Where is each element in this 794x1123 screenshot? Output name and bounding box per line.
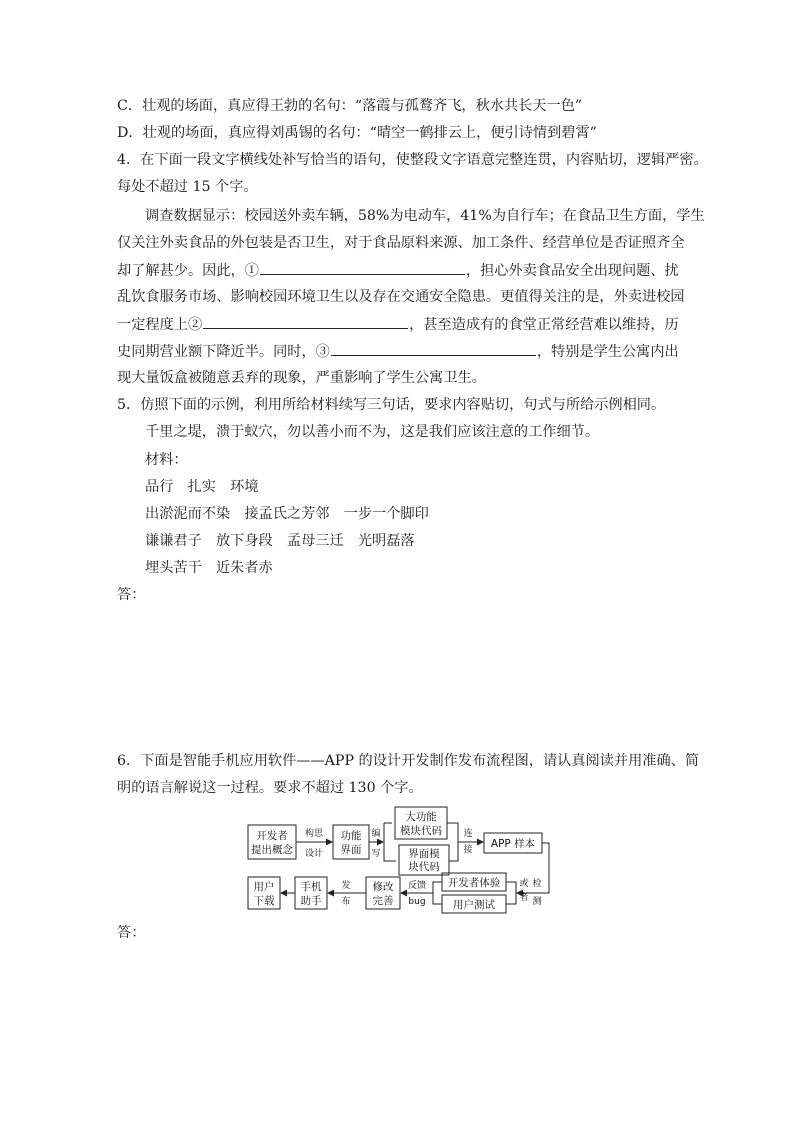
label-or: 者 <box>519 893 529 903</box>
label-conceive: 构思 <box>304 829 324 839</box>
label-connect: 接 <box>463 845 473 855</box>
box-developer-label: 提出概念 <box>251 844 293 856</box>
box-big-module-label: 模块代码 <box>400 825 442 837</box>
box-developer-label: 开发者 <box>256 830 288 842</box>
question-6-stem-cont: 明的语言解说这一过程。要求不超过 130 个字。 <box>117 780 423 796</box>
box-revise-label: 修改 <box>372 881 394 893</box>
line-option-c: C．壮观的场面，真应得王勃的名句：“落霞与孤鹜齐飞，秋水共长天一色” <box>117 98 583 114</box>
question-5-example: 千里之堤，溃于蚁穴，勿以善小而不为，这是我们应该注意的工作细节。 <box>145 424 600 440</box>
passage-text: 一定程度上② <box>117 317 203 333</box>
question-4-stem-cont: 每处不超过 15 个字。 <box>117 179 258 195</box>
answer-label-6: 答： <box>117 925 146 941</box>
connector-bracket-left <box>384 823 396 861</box>
passage-text: ，担心外卖食品安全出现问题、扰 <box>465 263 679 279</box>
passage-line-5 <box>117 314 679 335</box>
passage-text: 史同期营业额下降近半。同时，③ <box>117 344 330 360</box>
connector-bracket-test <box>506 882 516 904</box>
label-or: 或 <box>519 879 529 889</box>
material-label: 材料： <box>145 452 188 468</box>
line-option-d: D．壮观的场面，真应得刘禹锡的名句：“晴空一鹤排云上，便引诗情到碧霄” <box>117 125 597 141</box>
box-user-test-label: 用户测试 <box>453 899 495 911</box>
passage-line-3 <box>117 260 679 281</box>
box-function-label: 功能 <box>340 830 362 842</box>
label-detect: 测 <box>532 897 542 907</box>
label-publish: 布 <box>341 897 351 907</box>
passage-text: ，甚至造成有的食堂正常经营难以维持，历 <box>409 317 679 333</box>
question-6-stem: 6．下面是智能手机应用软件——APP 的设计开发制作发布流程图，请认真阅读并用准确、简 <box>117 753 700 769</box>
material-row-2: 出淤泥而不染 接孟氏之芳邻 一步一个脚印 <box>145 506 429 522</box>
passage-line-2: 仅关注外卖食品的外包装是否卫生，对于食品原料来源、加工条件、经营单位是否证照齐全 <box>117 235 685 251</box>
box-user-download-label: 下载 <box>253 895 275 907</box>
app-flowchart <box>244 805 554 915</box>
material-row-4: 埋头苦干 近朱者赤 <box>145 560 273 576</box>
blank-2[interactable] <box>203 314 408 329</box>
box-function-label: 界面 <box>340 844 362 856</box>
passage-line-4: 乱饮食服务市场、影响校园环境卫生以及存在交通安全隐患。更值得关注的是，外卖进校园 <box>117 289 685 305</box>
label-feedback: 反馈 <box>407 881 427 891</box>
question-4-stem: 4．在下面一段文字横线处补写恰当的语句，使整段文字语意完整连贯，内容贴切，逻辑严密。 <box>117 152 708 168</box>
question-5-stem: 5．仿照下面的示例，利用所给材料续写三句话，要求内容贴切，句式与所给示例相同。 <box>117 397 666 413</box>
passage-text: ，特别是学生公寓内出 <box>536 344 679 360</box>
label-feedback: bug <box>408 897 426 907</box>
label-code: 写 <box>371 849 381 859</box>
blank-3[interactable] <box>331 341 536 356</box>
box-user-download-label: 用户 <box>253 881 275 893</box>
connector-bracket-test-left <box>433 882 442 904</box>
box-phone-assist-label: 助手 <box>300 895 322 907</box>
label-publish: 发 <box>341 881 351 891</box>
passage-line-6 <box>117 341 679 362</box>
passage-text: 却了解甚少。因此，① <box>117 263 259 279</box>
label-connect: 连 <box>463 829 473 839</box>
answer-label-5: 答： <box>117 587 146 603</box>
box-ui-module-label: 块代码 <box>408 861 440 873</box>
blank-1[interactable] <box>260 260 465 275</box>
passage-line-7: 现大量饭盒被随意丢弃的现象，严重影响了学生公寓卫生。 <box>117 370 486 386</box>
label-code: 编 <box>371 829 381 839</box>
box-phone-assist-label: 手机 <box>300 881 322 893</box>
box-app-sample-label: APP 样本 <box>490 838 536 850</box>
box-big-module-label: 大功能 <box>405 811 437 823</box>
box-ui-module-label: 界面模 <box>408 848 440 860</box>
material-row-1: 品行 扎实 环境 <box>145 479 259 495</box>
box-revise-label: 完善 <box>372 895 394 907</box>
label-detect: 检 <box>532 879 542 889</box>
material-row-3: 谦谦君子 放下身段 孟母三迁 光明磊落 <box>145 533 415 549</box>
label-conceive: 设计 <box>304 849 324 859</box>
passage-line-1: 调查数据显示：校园送外卖车辆，58%为电动车，41%为自行车；在食品卫生方面，学生 <box>145 208 705 224</box>
box-dev-experience-label: 开发者体验 <box>447 877 501 889</box>
